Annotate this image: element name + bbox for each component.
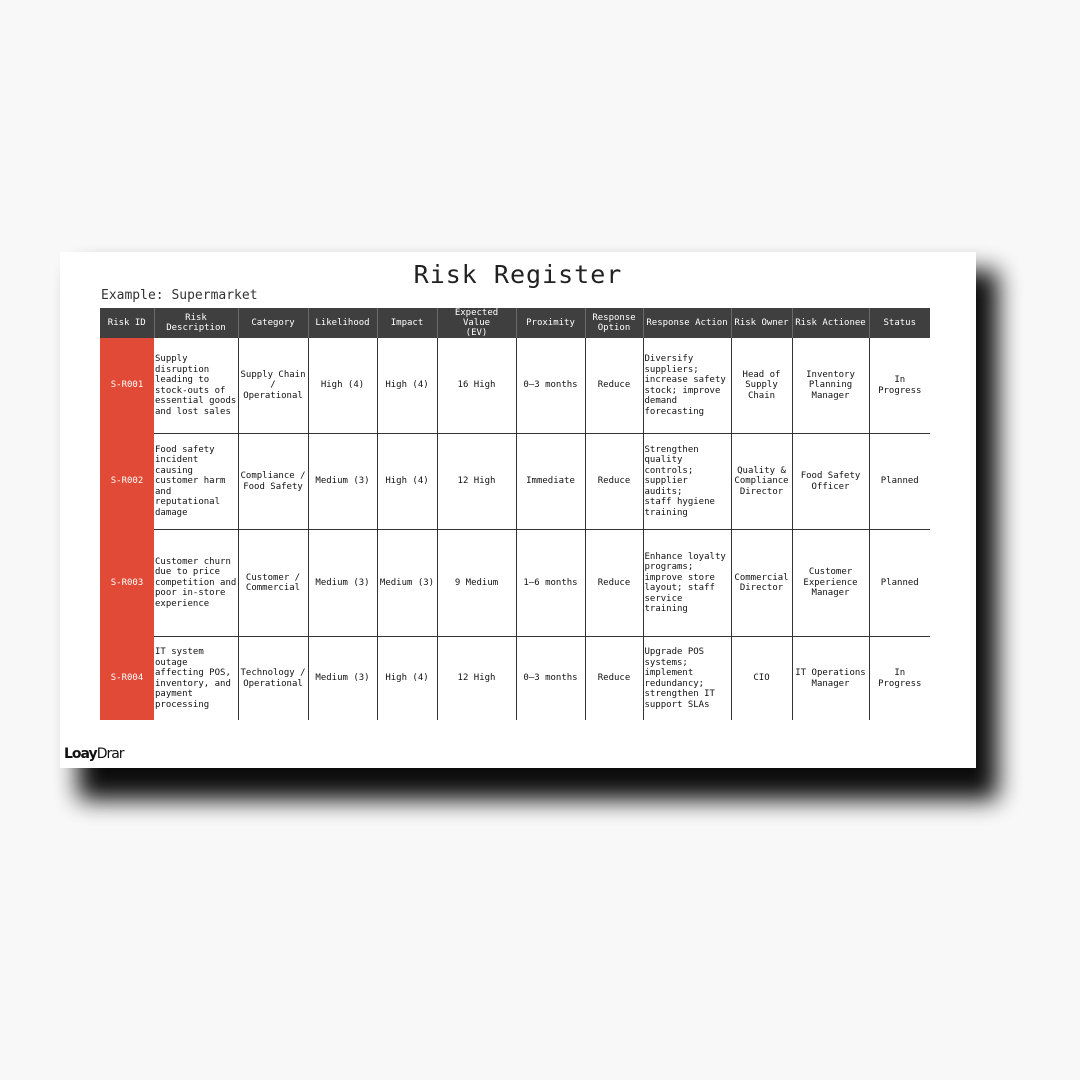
table-row [100,637,930,721]
risk-owner-cell: Commercial Director [731,530,792,637]
risk-id-cell: S-R001 [100,338,154,434]
col-header-response-option: Response Option [585,308,643,338]
col-header-impact: Impact [377,308,437,338]
proximity-cell: 0–3 months [516,637,585,721]
response-action-cell: Diversify suppliers; increase safety stock; improve demand forecasting [643,338,731,434]
table-row [100,338,930,434]
table-row [100,530,930,637]
risk-owner-cell: Quality & Compliance Director [731,434,792,530]
response-option-cell: Reduce [585,338,643,434]
category-cell: Compliance / Food Safety [238,434,308,530]
col-header-expected-value: Expected Value (EV) [437,308,516,338]
risk-actionee-cell: Customer Experience Manager [792,530,869,637]
response-action-cell: Strengthen quality controls; supplier audits; staff hygiene training [643,434,731,530]
col-header-likelihood: Likelihood [308,308,377,338]
page-subtitle: Example: Supermarket [101,288,258,303]
response-action-cell: Enhance loyalty programs; improve store layout; staff service training [643,530,731,637]
risk-description-cell: Supply disruption leading to stock-outs of essential goods and lost sales [154,338,238,434]
page-title: Risk Register [413,260,623,289]
risk-description-cell: Food safety incident causing customer harm and reputational damage [154,434,238,530]
response-option-cell: Reduce [585,434,643,530]
impact-cell: Medium (3) [377,530,437,637]
risk-actionee-cell: Inventory Planning Manager [792,338,869,434]
expected-value-cell: 9 Medium [437,530,516,637]
status-cell: Planned [869,434,930,530]
col-header-status: Status [869,308,930,338]
proximity-cell: Immediate [516,434,585,530]
category-cell: Customer / Commercial [238,530,308,637]
category-cell: Technology / Operational [238,637,308,721]
risk-actionee-cell: Food Safety Officer [792,434,869,530]
col-header-category: Category [238,308,308,338]
likelihood-cell: Medium (3) [308,530,377,637]
logo-bold-text: Loay [64,746,97,762]
col-header-risk-actionee: Risk Actionee [792,308,869,338]
expected-value-cell: 12 High [437,637,516,721]
likelihood-cell: Medium (3) [308,637,377,721]
likelihood-cell: High (4) [308,338,377,434]
table-header-row [100,308,930,338]
proximity-cell: 1–6 months [516,530,585,637]
col-header-risk-description: Risk Description [154,308,238,338]
col-header-response-action: Response Action [643,308,731,338]
category-cell: Supply Chain / Operational [238,338,308,434]
impact-cell: High (4) [377,637,437,721]
response-option-cell: Reduce [585,530,643,637]
response-action-cell: Upgrade POS systems; implement redundancy; strengthen IT support SLAs [643,637,731,721]
status-cell: In Progress [878,668,922,689]
risk-id-cell: S-R003 [100,530,154,637]
risk-register-table [100,308,930,720]
risk-description-cell: IT system outage affecting POS, inventory, and payment processing [154,637,238,721]
expected-value-cell: 12 High [437,434,516,530]
proximity-cell: 0–3 months [516,338,585,434]
status-cell: In Progress [869,338,930,434]
status-cell: Planned [869,530,930,637]
expected-value-cell: 16 High [437,338,516,434]
likelihood-cell: Medium (3) [308,434,377,530]
risk-id-cell: S-R004 [100,637,154,721]
risk-actionee-cell: IT Operations Manager [792,637,869,721]
risk-description-cell: Customer churn due to price competition and poor in-store experience [154,530,238,637]
logo-light-text: Drar [96,746,124,762]
col-header-risk-id: Risk ID [100,308,154,338]
risk-owner-cell: Head of Supply Chain [731,338,792,434]
table-row [100,434,930,530]
impact-cell: High (4) [377,434,437,530]
risk-id-cell: S-R002 [100,434,154,530]
brand-logo [64,746,124,762]
response-option-cell: Reduce [585,637,643,721]
col-header-proximity: Proximity [516,308,585,338]
impact-cell: High (4) [377,338,437,434]
col-header-risk-owner: Risk Owner [731,308,792,338]
risk-register-card [60,252,976,768]
risk-owner-cell: CIO [731,637,792,721]
